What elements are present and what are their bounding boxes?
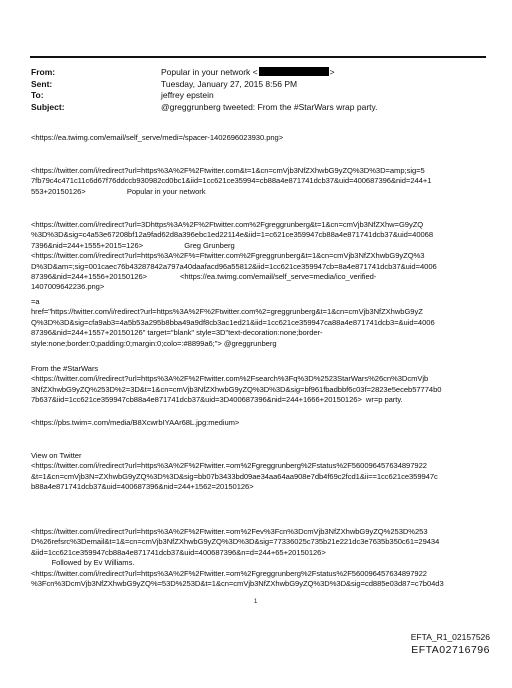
to-label: To: xyxy=(31,90,44,100)
subject-value: @greggrunberg tweeted: From the #StarWars wrap party. xyxy=(161,102,378,112)
bates-number-secondary: EFTA02716796 xyxy=(411,644,490,656)
from-label: From: xyxy=(31,67,56,77)
sent-label: Sent: xyxy=(31,79,53,89)
header-rule xyxy=(30,56,486,58)
body-paragraph-followed-by: <https://twitter.com/i/redirect?url=https%3A%2F%2Ftwitter.=om%2Fev%3Fcn%3DcmVjb3NfZXhwbG9yZQ%253D%253 D%26refsrc%3Demail&t=1&=cn=cmVjb3NfZXhwbG9yZQ%3D%3D&sig=77336025c735b21e221dc3e7635b350c61=29434 &iid=1cc621ce359947cb88a4e871741dcb37&uid=400687396&n=d=244+65+20150126> Followed by Ev Williams. <https://twitter.com/i/redirect?url=https%3A%2F%2Ftwitter.=om%2Fgreggrunberg%2Fstatus%2F560096457634897922 %3Fcn%3DcmVjb3NfZXhwbG9yZQ%=53D%253D&t=1&cn=cmVjb3NfZXhwbG9yZQ%3D%3D&sig=cd885e03d87=c7b04d3 xyxy=(31,527,444,589)
page-number: 1 xyxy=(254,599,258,605)
body-paragraph-popular-link: <https://twitter.com/i/redirect?url=https%3A%2F%2Ftwitter.com&t=1&cn=cmVjb3NfZXhwbG9yZQ%3D%3D=amp;sig=5 7fb79c4c471c11c6d67f76ddccb930982cd0bc1&iid=1cc621ce35994=cb88a4e871741dcb37&uid=400687396&nid=244+1 553+20150126> Popular in your network xyxy=(31,166,432,196)
body-paragraph-profile-links: <https://twitter.com/i/redirect?url=3Dhttps%3A%2F%2Ftwitter.com%2Fgreggrunberg&t=1&cn=cmVjb3NfZXhw=G9yZQ %3D%3D&sig=c4a53e67208bf12a9fad62d8a396ebc1ed22114e&iid=1=c621ce359947cb88a4e871741dcb37&uid=40068 7396&nid=244+1555+2015=126> Greg Grunberg <https://twitter.com/i/redirect?url=https%3A%2F%=Ftwitter.com%2Fgreggrunberg&t=1&cn=cmVjb3NfZXhwbG9yZQ%3 D%3D&am=;sig=001caec76b43287842a797a40daafacd96a55812&iid=1cc621ce359947cb=8a4e871741dcb37&uid=4006 87396&nid=244+1556+20150126> <https://ea.twimg.com/email/self_serve=media/ico_verified- 1407009642236.png> xyxy=(31,220,437,292)
redaction-block xyxy=(259,67,329,76)
body-paragraph-view-on-twitter: View on Twitter <https://twitter.com/i/redirect?url=https%3A%2F%2Ftwitter.=om%2Fgreggrunberg%2Fstatus%2F560096457634897922 &t=1&cn=cmVjb3N=ZXhwbG9yZQ%3D%3D&sig=bb07b3433bd09ae34aa64aa908e7db4f69c2fcd1&ii==1cc621ce359947c b88a4e871741dcb37&uid=400687396&nid=244+1562=20150126> xyxy=(31,451,438,492)
body-paragraph-spacer-link: <https://ea.twimg.com/email/self_serve/medi=/spacer-1402696023930.png> xyxy=(31,133,284,142)
from-value: Popular in your network < > xyxy=(161,67,335,77)
subject-label: Subject: xyxy=(31,102,65,112)
bates-number-primary: EFTA_R1_02157526 xyxy=(410,632,490,642)
body-paragraph-tweet-text: From the #StarWars <https://twitter.com/i/redirect?url=https%3A%2F%2Ftwitter.com%2Fsearch%3Fq%3D%2523StarWars%26cn%3DcmVjb 3NfZXhwbG9yZQ%253D%2=3D&t=1&cn=cmVjb3NfZXhwbG9yZQ%3D%3D&sig=bf961fbadbbf6c03f=2823e5eceb57774b0 7b637&iid=1cc621ce359947cb88a4e871741dcb37&uid=3D400687396&nid=244+1666+20150126> wr=p party. xyxy=(31,364,442,405)
to-value: jeffrey epstein xyxy=(161,90,214,100)
body-paragraph-handle-link: =a href="https://twitter.com/i/redirect?url=https%3A%2F%2Ftwitter.com%2=greggrunberg&t=1&cn=cmVjb3NfZXhwbG9yZ Q%3D%3D&sig=cfa9ab3=4a5b53a295b8bba49a9df8cb3ac1ed21&iid=1cc621ce359947ca88a4e871741dcb3=&uid=4006 87396&nid=244+1557+20150126" target="blank" style=3D"text-decoration:none;border- style:none;border:0;padding:0;margin:0;colo=:#8899a6;"> @greggrunberg xyxy=(31,297,435,348)
sent-value: Tuesday, January 27, 2015 8:56 PM xyxy=(161,79,298,89)
body-paragraph-media-link: <https://pbs.twim=.com/media/B8XcwrbIYAAr68L.jpg:medium> xyxy=(31,418,240,427)
